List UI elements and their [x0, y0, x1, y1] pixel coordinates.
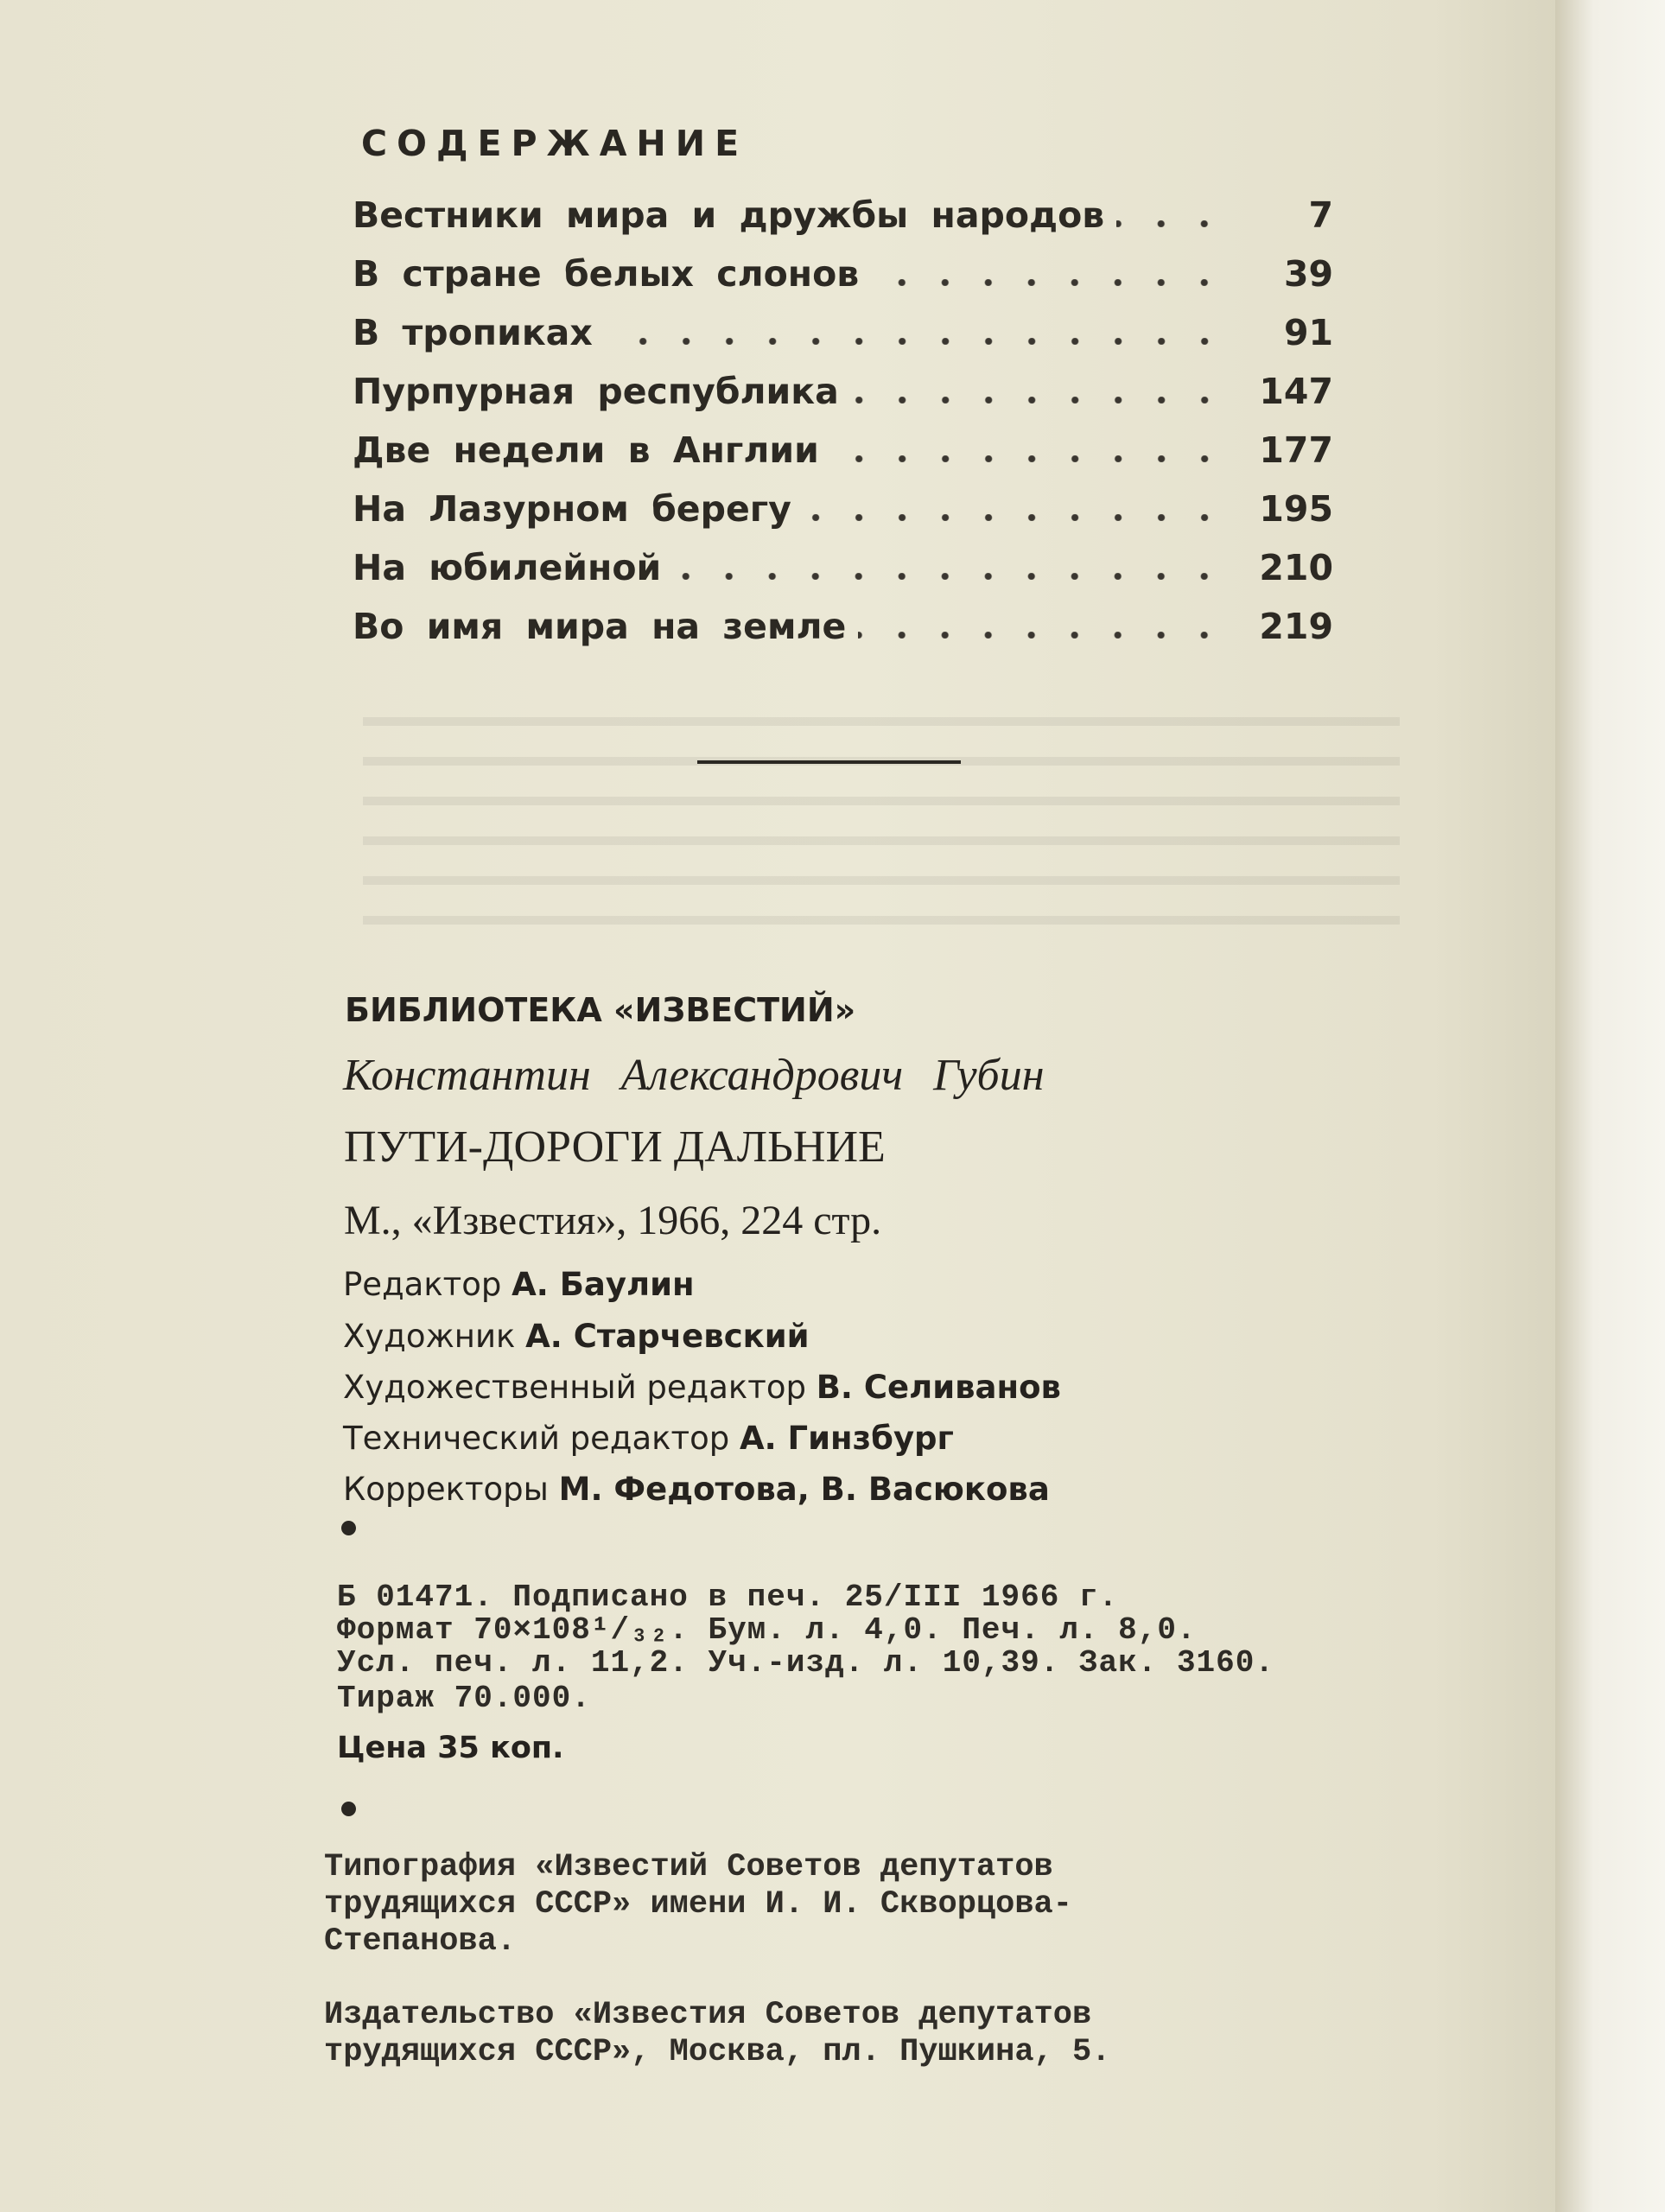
contents-heading: СОДЕРЖАНИЕ: [361, 123, 749, 164]
book-title: ПУТИ-ДОРОГИ ДАЛЬНИЕ: [344, 1122, 886, 1172]
contents-item-page: 177: [1259, 429, 1333, 471]
contents-item-title: На Лазурном берегу: [353, 488, 791, 530]
contents-item-page: 39: [1283, 253, 1333, 295]
technical-info-line: Тираж 70.000.: [337, 1681, 591, 1716]
author-name: Константин Александрович Губин: [343, 1051, 1045, 1100]
technical-info-line: Б 01471. Подписано в печ. 25/III 1966 г.: [337, 1580, 1119, 1615]
contents-item-title: Пурпурная республика: [353, 371, 839, 412]
staff-role: Художник: [343, 1318, 516, 1355]
dot-leader: [804, 514, 1226, 521]
staff-role: Технический редактор: [343, 1420, 730, 1457]
contents-item-title: На юбилейной: [353, 547, 662, 588]
staff-name: А. Баулин: [512, 1266, 695, 1303]
publisher-line: трудящихся СССР», Москва, пл. Пушкина, 5.: [324, 2034, 1111, 2070]
staff-role: Редактор: [343, 1266, 502, 1303]
contents-item-page: 195: [1259, 488, 1333, 530]
staff-line: [343, 1420, 954, 1457]
contents-item: [353, 547, 1333, 606]
dot-leader: [851, 397, 1226, 404]
dot-leader: [605, 338, 1226, 345]
contents-item: [353, 194, 1333, 253]
dot-leader: [673, 573, 1226, 580]
bullet-separator: [341, 1521, 356, 1535]
contents-item-title: Вестники мира и дружбы народов: [353, 194, 1105, 236]
staff-line: [343, 1318, 810, 1355]
contents-item: [353, 429, 1333, 488]
staff-line: [343, 1471, 1050, 1508]
contents-item: [353, 371, 1333, 429]
show-through-text: [363, 717, 1400, 942]
printing-house-line: трудящихся СССР» имени И. И. Скворцова-: [324, 1886, 1072, 1923]
contents-item: [353, 312, 1333, 371]
contents-item-page: 210: [1259, 547, 1333, 588]
contents-item: [353, 488, 1333, 547]
staff-role: Корректоры: [343, 1471, 549, 1508]
imprint-line: М., «Известия», 1966, 224 стр.: [344, 1198, 882, 1243]
printing-house-line: Типография «Известий Советов депутатов: [324, 1849, 1053, 1885]
contents-item-page: 91: [1283, 312, 1333, 353]
staff-name: А. Гинзбург: [739, 1420, 954, 1457]
staff-line: [343, 1369, 1061, 1406]
contents-item: [353, 253, 1333, 312]
series-title: БИБЛИОТЕКА «ИЗВЕСТИЙ»: [345, 991, 856, 1029]
printing-house-line: Степанова.: [324, 1923, 517, 1960]
contents-item-title: В стране белых слонов: [353, 253, 860, 295]
technical-info-line: Формат 70×108¹/₃₂. Бум. л. 4,0. Печ. л. 8,0.: [337, 1612, 1197, 1648]
bullet-separator: [341, 1802, 356, 1816]
staff-name: А. Старчевский: [525, 1318, 810, 1355]
price: Цена 35 коп.: [337, 1731, 564, 1765]
staff-name: В. Селиванов: [816, 1369, 1061, 1406]
contents-item-title: В тропиках: [353, 312, 593, 353]
staff-role: Художественный редактор: [343, 1369, 806, 1406]
section-divider: [697, 760, 961, 764]
dot-leader: [871, 279, 1226, 286]
contents-item-title: Две недели в Англии: [353, 429, 819, 471]
contents-list: [353, 194, 1333, 664]
staff-line: [343, 1266, 695, 1303]
dot-leader: [858, 632, 1226, 639]
contents-item-page: 7: [1308, 194, 1333, 236]
page-edge: [1555, 0, 1665, 2212]
contents-item: [353, 606, 1333, 664]
staff-name: М. Федотова, В. Васюкова: [558, 1471, 1050, 1508]
publisher-line: Издательство «Известия Советов депутатов: [324, 1997, 1092, 2033]
contents-item-page: 147: [1259, 371, 1333, 412]
technical-info-line: Усл. печ. л. 11,2. Уч.-изд. л. 10,39. Зак. 3160.: [337, 1645, 1274, 1681]
contents-item-title: Во имя мира на земле: [353, 606, 847, 647]
dot-leader: [1116, 220, 1226, 227]
dot-leader: [831, 455, 1226, 462]
contents-item-page: 219: [1259, 606, 1333, 647]
